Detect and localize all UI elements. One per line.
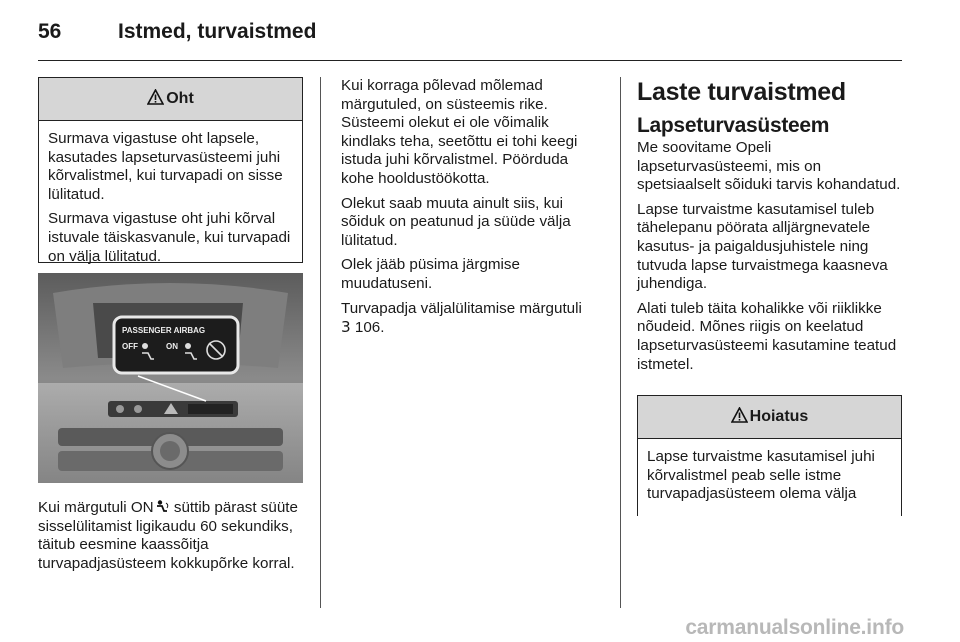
danger-paragraph-2: Surmava vigastuse oht juhi kõrval istuvale täiskasvanule, kui turvapadi on välja lülitatud. bbox=[48, 210, 291, 265]
subsection-heading: Lapseturvasüsteem bbox=[637, 114, 830, 137]
warning-triangle-icon bbox=[731, 407, 748, 428]
middle-column bbox=[341, 77, 603, 344]
cross-reference-text: Turvapadja väljalülitamise märgutuli bbox=[341, 299, 582, 317]
right-paragraph-2: Lapse turvaistme kasutamisel tuleb tähelepanu pöörata alljärgnevatele kasutus- ja paigaldusjuhistele ning tutvuda lapse turvaistmega kaasneva juhendiga. bbox=[637, 200, 888, 293]
airbag-indicator-photo bbox=[38, 273, 303, 483]
danger-box-heading bbox=[39, 78, 302, 121]
photo-label-on: ON bbox=[166, 342, 178, 351]
caption-text-before: Kui märgutuli ON bbox=[38, 499, 154, 516]
page-ref-symbol: 3 bbox=[341, 318, 351, 337]
photo-label-off: OFF bbox=[122, 342, 138, 351]
cross-reference-link[interactable]: 106. bbox=[354, 319, 385, 337]
warning-triangle-icon bbox=[147, 89, 164, 110]
danger-box-body bbox=[39, 121, 302, 274]
caution-warning-box bbox=[637, 395, 902, 516]
middle-paragraph-2: Olekut saab muuta ainult siis, kui sõiduk on peatunud ja süüde välja lülitatud. bbox=[341, 194, 571, 249]
danger-paragraph-1: Surmava vigastuse oht lapsele, kasutades lapseturvasüsteemi juhi kõrvalistmel, kui turvapadi on sisse lülitatud. bbox=[48, 130, 283, 203]
watermark: carmanualsonline.info bbox=[685, 616, 904, 639]
caution-box-title: Hoiatus bbox=[749, 408, 809, 425]
airbag-on-icon bbox=[185, 343, 191, 349]
danger-box-title: Oht bbox=[166, 90, 194, 107]
middle-paragraph-4 bbox=[341, 300, 603, 338]
caution-box-heading bbox=[638, 396, 901, 439]
column-divider-2 bbox=[620, 77, 621, 608]
airbag-seat-icon bbox=[154, 499, 170, 516]
caution-box-body bbox=[638, 439, 901, 512]
middle-paragraph-1: Kui korraga põlevad mõlemad märgutuled, on süsteemis rike. Süsteemi olekut ei ole võimalik kindlaks teha, seetõttu ei tohi keegi istuda juhi kõrvalistmel. Pöörduda kohe hooldustöökotta. bbox=[341, 77, 578, 187]
section-heading: Laste turvaistmed bbox=[637, 78, 846, 106]
right-column bbox=[637, 77, 902, 380]
danger-warning-box bbox=[38, 77, 303, 263]
header-divider bbox=[38, 60, 902, 61]
right-paragraph-3: Alati tuleb täita kohalikke või riiklikke nõudeid. Mõnes riigis on keelatud lapseturvasüsteemi kasutamine teatud istmetel. bbox=[637, 299, 897, 373]
photo-caption bbox=[38, 499, 300, 573]
right-paragraph-1: Me soovitame Opeli lapseturvasüsteemi, mis on spetsiaalselt sõiduki tarvis kohandatud. bbox=[637, 139, 901, 194]
column-divider-1 bbox=[320, 77, 321, 608]
page-title: Istmed, turvaistmed bbox=[118, 20, 317, 43]
caption-text-after: süttib pärast süüte sisselülitamist ligikaudu 60 sekundiks, täitub eesmine kaassõitja turvapadjasüsteem kokkupõrke korral. bbox=[38, 499, 298, 572]
middle-paragraph-3: Olek jääb püsima järgmise muudatuseni. bbox=[341, 256, 520, 292]
page-number: 56 bbox=[38, 20, 62, 43]
airbag-off-icon bbox=[142, 343, 148, 349]
page-header bbox=[0, 20, 960, 50]
caution-paragraph-1: Lapse turvaistme kasutamisel juhi kõrvalistmel peab selle istme turvapadjasüsteem olema välja bbox=[647, 448, 875, 503]
photo-label-passenger-airbag: PASSENGER AIRBAG bbox=[122, 326, 206, 335]
